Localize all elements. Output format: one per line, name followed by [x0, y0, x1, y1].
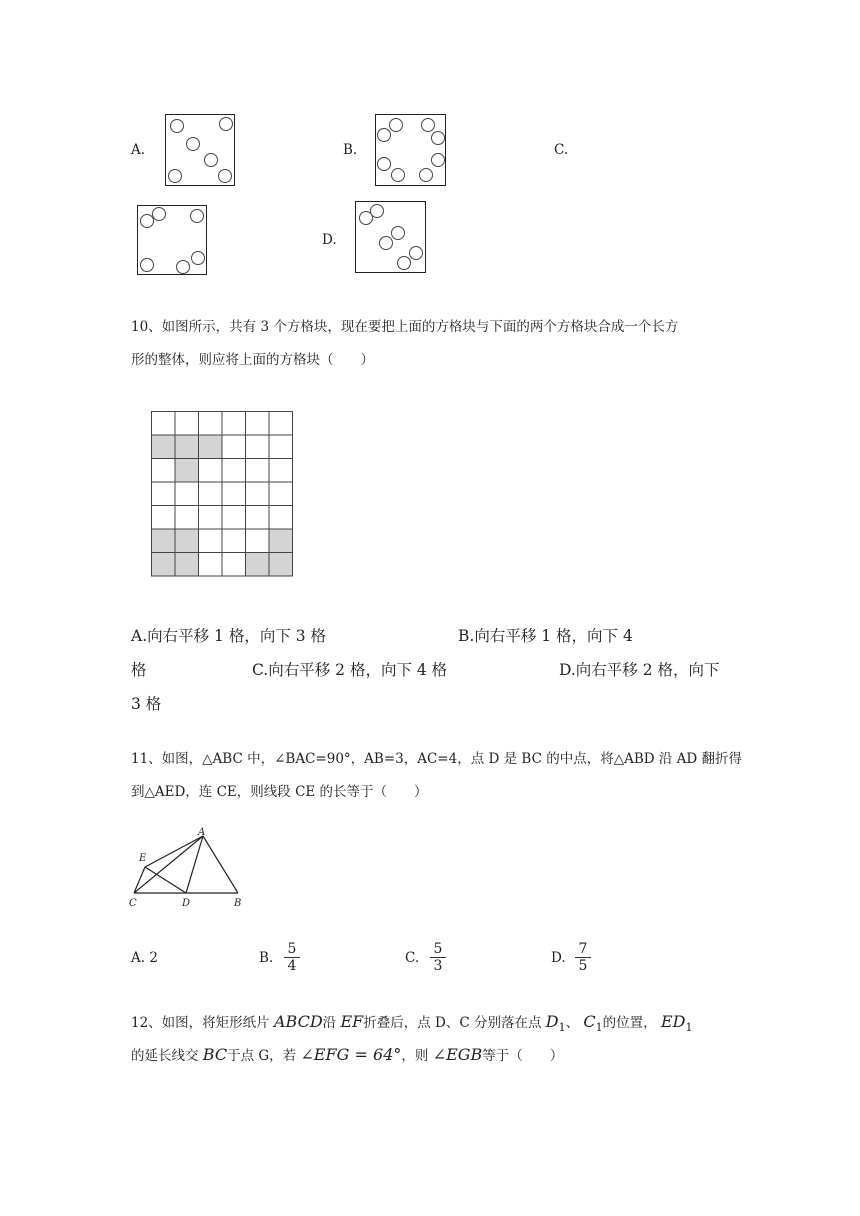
angle-egb: ∠EGB — [432, 1045, 483, 1064]
option-d-figure — [355, 201, 426, 273]
q11-text-line2: 到△AED，连 CE，则线段 CE 的长等于（ ） — [131, 784, 428, 800]
segment-ed1: $ED_1$ — [660, 1012, 693, 1035]
grid-cell — [199, 529, 223, 553]
option-b-label: B. — [343, 142, 358, 158]
grid-cell — [246, 435, 270, 459]
segment-bc: BC — [202, 1045, 228, 1064]
q12-text-line2 — [131, 1044, 563, 1064]
circle — [168, 169, 182, 183]
circle — [176, 260, 190, 274]
grid-cell — [152, 459, 176, 483]
shaded-grid-cell — [269, 529, 293, 553]
grid-cell — [222, 506, 246, 530]
rect-abcd: ABCD — [273, 1012, 323, 1031]
segment-ad — [186, 836, 203, 893]
option-a-figure — [165, 114, 235, 186]
q10-option-a: A.向右平移 1 格，向下 3 格 — [131, 627, 327, 645]
q12-text-line1 — [131, 1011, 692, 1034]
shaded-grid-cell — [175, 529, 199, 553]
circle — [218, 169, 232, 183]
point-a-label: A — [198, 827, 206, 838]
denominator: 5 — [578, 958, 588, 974]
q12-line2-a: 的延长线交 — [131, 1048, 199, 1064]
numerator: 5 — [433, 941, 443, 957]
segment-ed — [145, 867, 186, 893]
circle — [409, 246, 423, 260]
circle — [377, 128, 391, 142]
shaded-grid-cell — [175, 553, 199, 577]
point-d1: $D_1$ — [545, 1012, 566, 1035]
q11-option-b-fraction — [284, 942, 300, 973]
circle — [186, 137, 200, 151]
circle — [419, 168, 433, 182]
circle — [170, 119, 184, 133]
grid-cell — [246, 459, 270, 483]
grid-cell — [152, 412, 176, 436]
circle — [191, 251, 205, 265]
circle — [391, 226, 405, 240]
shaded-grid-cell — [152, 435, 176, 459]
q11-option-b-label: B. — [259, 950, 274, 966]
option-c-label: C. — [554, 142, 569, 158]
circle — [219, 117, 233, 131]
grid-cell — [175, 482, 199, 506]
q12-sep: 、 — [565, 1015, 580, 1031]
q12-folded: 折叠后，点 D、C 分别落在点 — [363, 1015, 542, 1031]
q12-line2-b: 于点 G，若 — [227, 1048, 297, 1064]
grid-cell — [269, 412, 293, 436]
grid-cell — [246, 529, 270, 553]
segment-ca — [134, 836, 203, 893]
q12-line2-c: ，则 — [401, 1048, 429, 1064]
grid-cell — [175, 506, 199, 530]
shaded-grid-cell — [152, 529, 176, 553]
grid-cell — [222, 412, 246, 436]
circle — [391, 168, 405, 182]
option-a-label: A. — [131, 142, 146, 158]
grid-cell — [269, 506, 293, 530]
point-c1: $C_1$ — [583, 1012, 603, 1035]
point-c-label: C — [129, 898, 137, 909]
grid-cell — [199, 459, 223, 483]
circle — [397, 256, 411, 270]
shaded-grid-cell — [199, 435, 223, 459]
denominator: 3 — [433, 958, 443, 974]
circle — [152, 207, 166, 221]
q10-option-b: B.向右平移 1 格，向下 4 — [458, 627, 633, 645]
grid-cell — [246, 506, 270, 530]
q10-option-b-continued: 格 — [131, 661, 147, 679]
grid-cell — [269, 435, 293, 459]
point-e-label: E — [139, 853, 147, 864]
q11-text-line1: 11、如图，△ABC 中，∠BAC=90°，AB=3，AC=4，点 D 是 BC 的中点，将△ABD 沿 AD 翻折得 — [131, 751, 743, 767]
q11-option-c-fraction — [430, 942, 446, 973]
grid-cell — [222, 529, 246, 553]
grid-cell — [222, 482, 246, 506]
grid-cell — [199, 506, 223, 530]
shaded-grid-cell — [152, 553, 176, 577]
grid-cell — [269, 482, 293, 506]
q11-option-d-label: D. — [551, 950, 566, 966]
grid-cell — [246, 482, 270, 506]
q10-option-d-continued: 3 格 — [131, 695, 162, 713]
shaded-grid-cell — [269, 553, 293, 577]
grid-cell — [222, 459, 246, 483]
segment-ab — [203, 836, 238, 893]
grid-cell — [152, 506, 176, 530]
grid-cell — [269, 459, 293, 483]
grid-cell — [199, 482, 223, 506]
q11-triangle-figure — [125, 826, 250, 910]
grid-cell — [246, 412, 270, 436]
circle — [377, 157, 391, 171]
q12-line2-d: 等于（ ） — [482, 1048, 564, 1064]
segment-ef: EF — [340, 1012, 364, 1031]
q12-position: 的位置， — [602, 1015, 657, 1031]
grid-cell — [199, 412, 223, 436]
circle — [140, 258, 154, 272]
shaded-grid-cell — [246, 553, 270, 577]
circle — [421, 118, 435, 132]
numerator: 5 — [287, 941, 297, 957]
denominator: 4 — [287, 958, 297, 974]
option-d-label: D. — [322, 232, 337, 248]
circle — [204, 153, 218, 167]
q12-prefix: 12、如图，将矩形纸片 — [131, 1015, 270, 1031]
grid-cell — [222, 435, 246, 459]
q11-option-a: A. 2 — [131, 950, 158, 966]
q10-text-line1: 10、如图所示，共有 3 个方格块，现在要把上面的方格块与下面的两个方格块合成一个长方 — [131, 319, 679, 335]
segment-ae — [145, 836, 203, 867]
circle — [190, 209, 204, 223]
grid-cell — [152, 482, 176, 506]
numerator: 7 — [578, 941, 588, 957]
q10-option-c: C.向右平移 2 格，向下 4 格 — [252, 661, 448, 679]
option-c-figure — [137, 205, 207, 275]
q12-along: 沿 — [322, 1015, 337, 1031]
q10-text-line2: 形的整体，则应将上面的方格块（ ） — [131, 352, 374, 368]
circle — [389, 118, 403, 132]
circle — [431, 153, 445, 167]
grid-cell — [199, 553, 223, 577]
angle-efg: ∠EFG = 64° — [300, 1045, 402, 1064]
shaded-grid-cell — [175, 435, 199, 459]
circle — [370, 204, 384, 218]
grid-cell — [222, 553, 246, 577]
option-b-figure — [375, 114, 446, 186]
shaded-grid-cell — [175, 459, 199, 483]
point-b-label: B — [234, 898, 242, 909]
grid-cell — [175, 412, 199, 436]
q10-grid-figure — [150, 410, 296, 580]
point-d-label: D — [182, 898, 191, 909]
q11-option-d-fraction — [575, 942, 591, 973]
circle — [431, 131, 445, 145]
q10-option-d: D.向右平移 2 格，向下 — [559, 661, 720, 679]
circle — [379, 236, 393, 250]
q11-option-c-label: C. — [405, 950, 420, 966]
